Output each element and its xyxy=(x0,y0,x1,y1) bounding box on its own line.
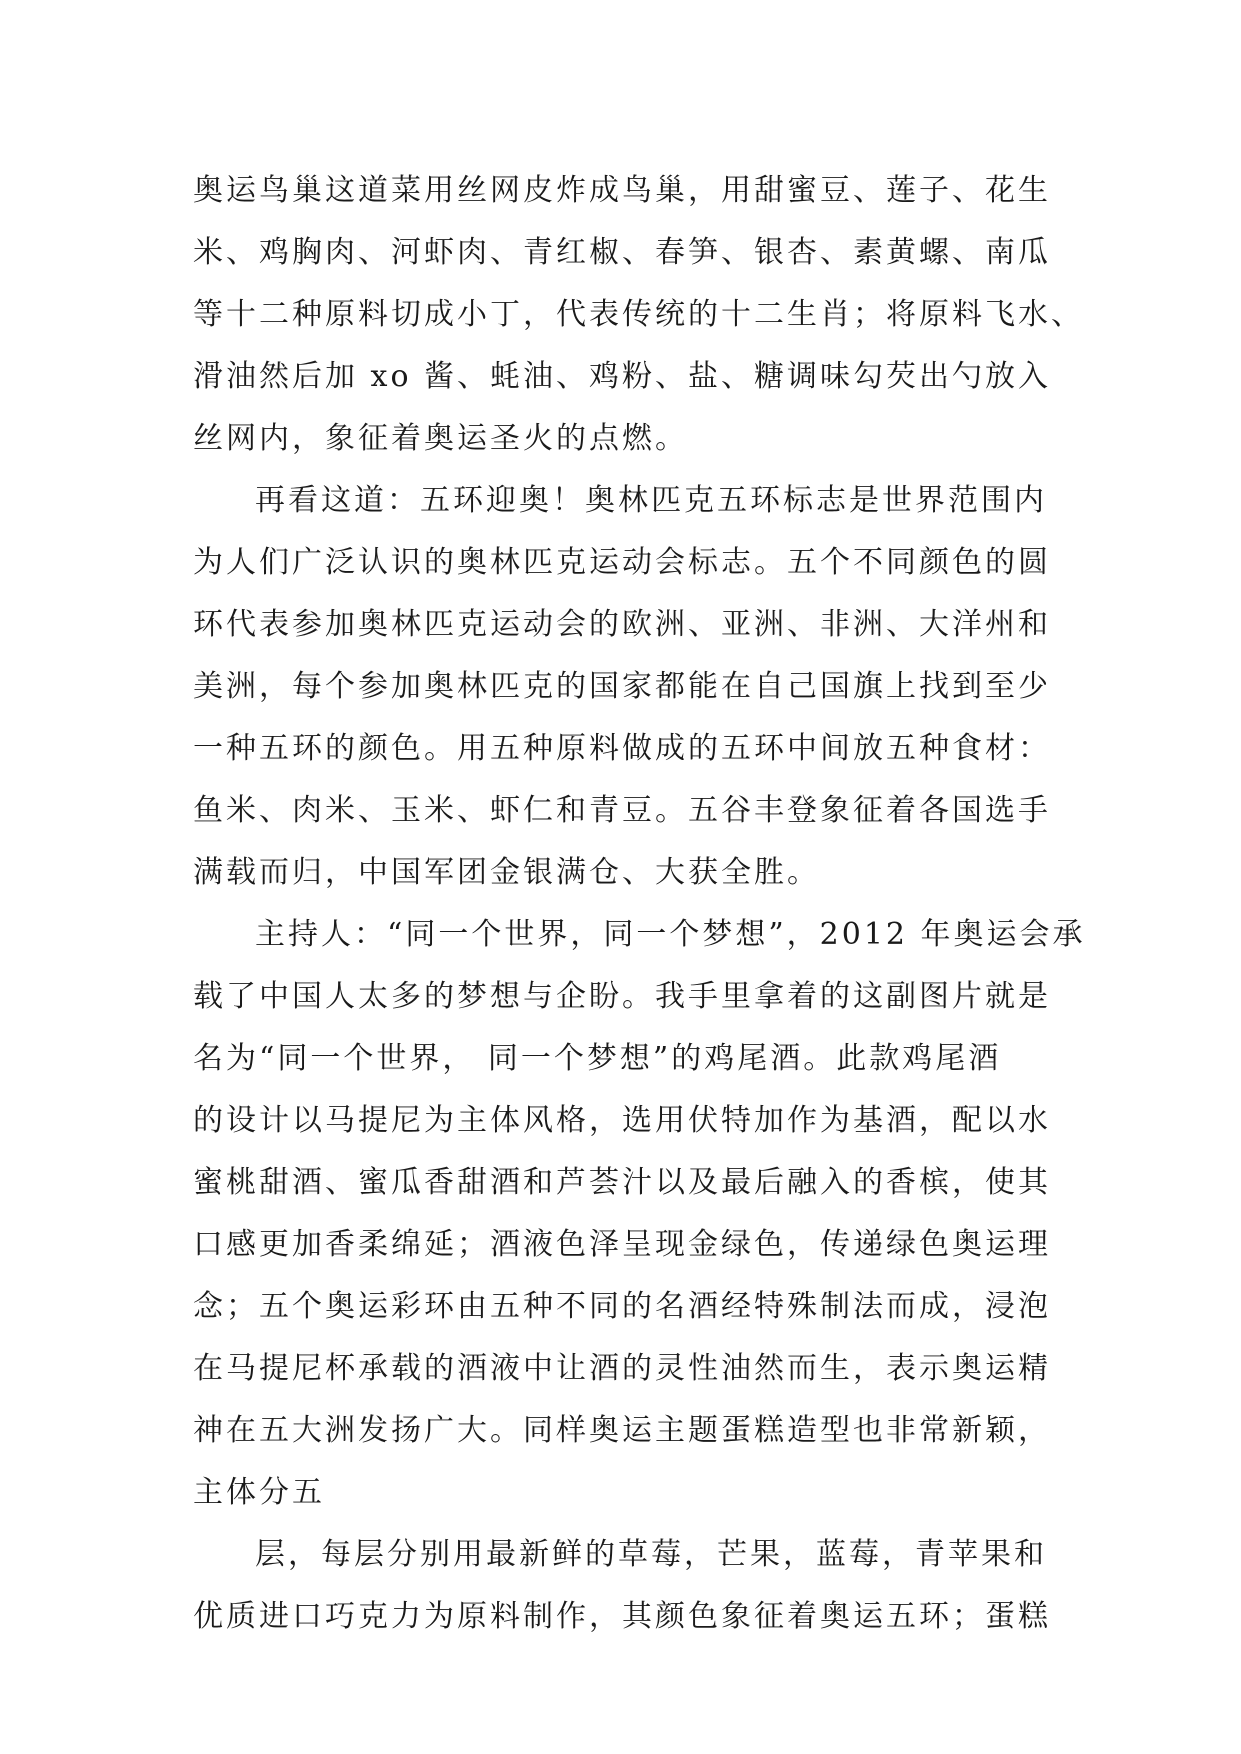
text-line: 奥运鸟巢这道菜用丝网皮炸成鸟巢，用甜蜜豆、莲子、花生 xyxy=(193,173,1051,208)
text-line: 鱼米、肉米、玉米、虾仁和青豆。五谷丰登象征着各国选手 xyxy=(193,793,1051,828)
text-line: 主体分五 xyxy=(193,1475,325,1510)
paragraph-start-line: 主持人：“同一个世界，同一个梦想”，2012 年奥运会承 xyxy=(255,917,1086,952)
text-line: 美洲，每个参加奥林匹克的国家都能在自己国旗上找到至少 xyxy=(193,669,1051,704)
text-line: 丝网内，象征着奥运圣火的点燃。 xyxy=(193,421,688,456)
text-line: 念；五个奥运彩环由五种不同的名酒经特殊制法而成，浸泡 xyxy=(193,1289,1051,1324)
text-line: 滑油然后加 xo 酱、蚝油、鸡粉、盐、糖调味勾芡出勺放入 xyxy=(193,359,1052,394)
text-line: 载了中国人太多的梦想与企盼。我手里拿着的这副图片就是 xyxy=(193,979,1051,1014)
text-line: 等十二种原料切成小丁，代表传统的十二生肖；将原料飞水、 xyxy=(193,297,1084,332)
text-line: 神在五大洲发扬广大。同样奥运主题蛋糕造型也非常新颖， xyxy=(193,1413,1051,1448)
text-line: 一种五环的颜色。用五种原料做成的五环中间放五种食材： xyxy=(193,731,1051,766)
text-line: 口感更加香柔绵延；酒液色泽呈现金绿色，传递绿色奥运理 xyxy=(193,1227,1051,1262)
text-line: 在马提尼杯承载的酒液中让酒的灵性油然而生，表示奥运精 xyxy=(193,1351,1051,1386)
text-line: 名为“同一个世界， 同一个梦想”的鸡尾酒。此款鸡尾酒 xyxy=(193,1041,1002,1076)
paragraph-start-line: 层，每层分别用最新鲜的草莓，芒果，蓝莓，青苹果和 xyxy=(255,1537,1047,1572)
document-body xyxy=(193,160,1086,1648)
text-line: 环代表参加奥林匹克运动会的欧洲、亚洲、非洲、大洋州和 xyxy=(193,607,1051,642)
text-line: 为人们广泛认识的奥林匹克运动会标志。五个不同颜色的圆 xyxy=(193,545,1051,580)
text-line: 米、鸡胸肉、河虾肉、青红椒、春笋、银杏、素黄螺、南瓜 xyxy=(193,235,1051,270)
text-line: 满载而归，中国军团金银满仓、大获全胜。 xyxy=(193,855,820,890)
paragraph-start-line: 再看这道：五环迎奥！奥林匹克五环标志是世界范围内 xyxy=(255,483,1047,518)
text-line: 优质进口巧克力为原料制作，其颜色象征着奥运五环；蛋糕 xyxy=(193,1599,1051,1634)
text-line: 的设计以马提尼为主体风格，选用伏特加作为基酒，配以水 xyxy=(193,1103,1051,1138)
text-line: 蜜桃甜酒、蜜瓜香甜酒和芦荟汁以及最后融入的香槟，使其 xyxy=(193,1165,1051,1200)
